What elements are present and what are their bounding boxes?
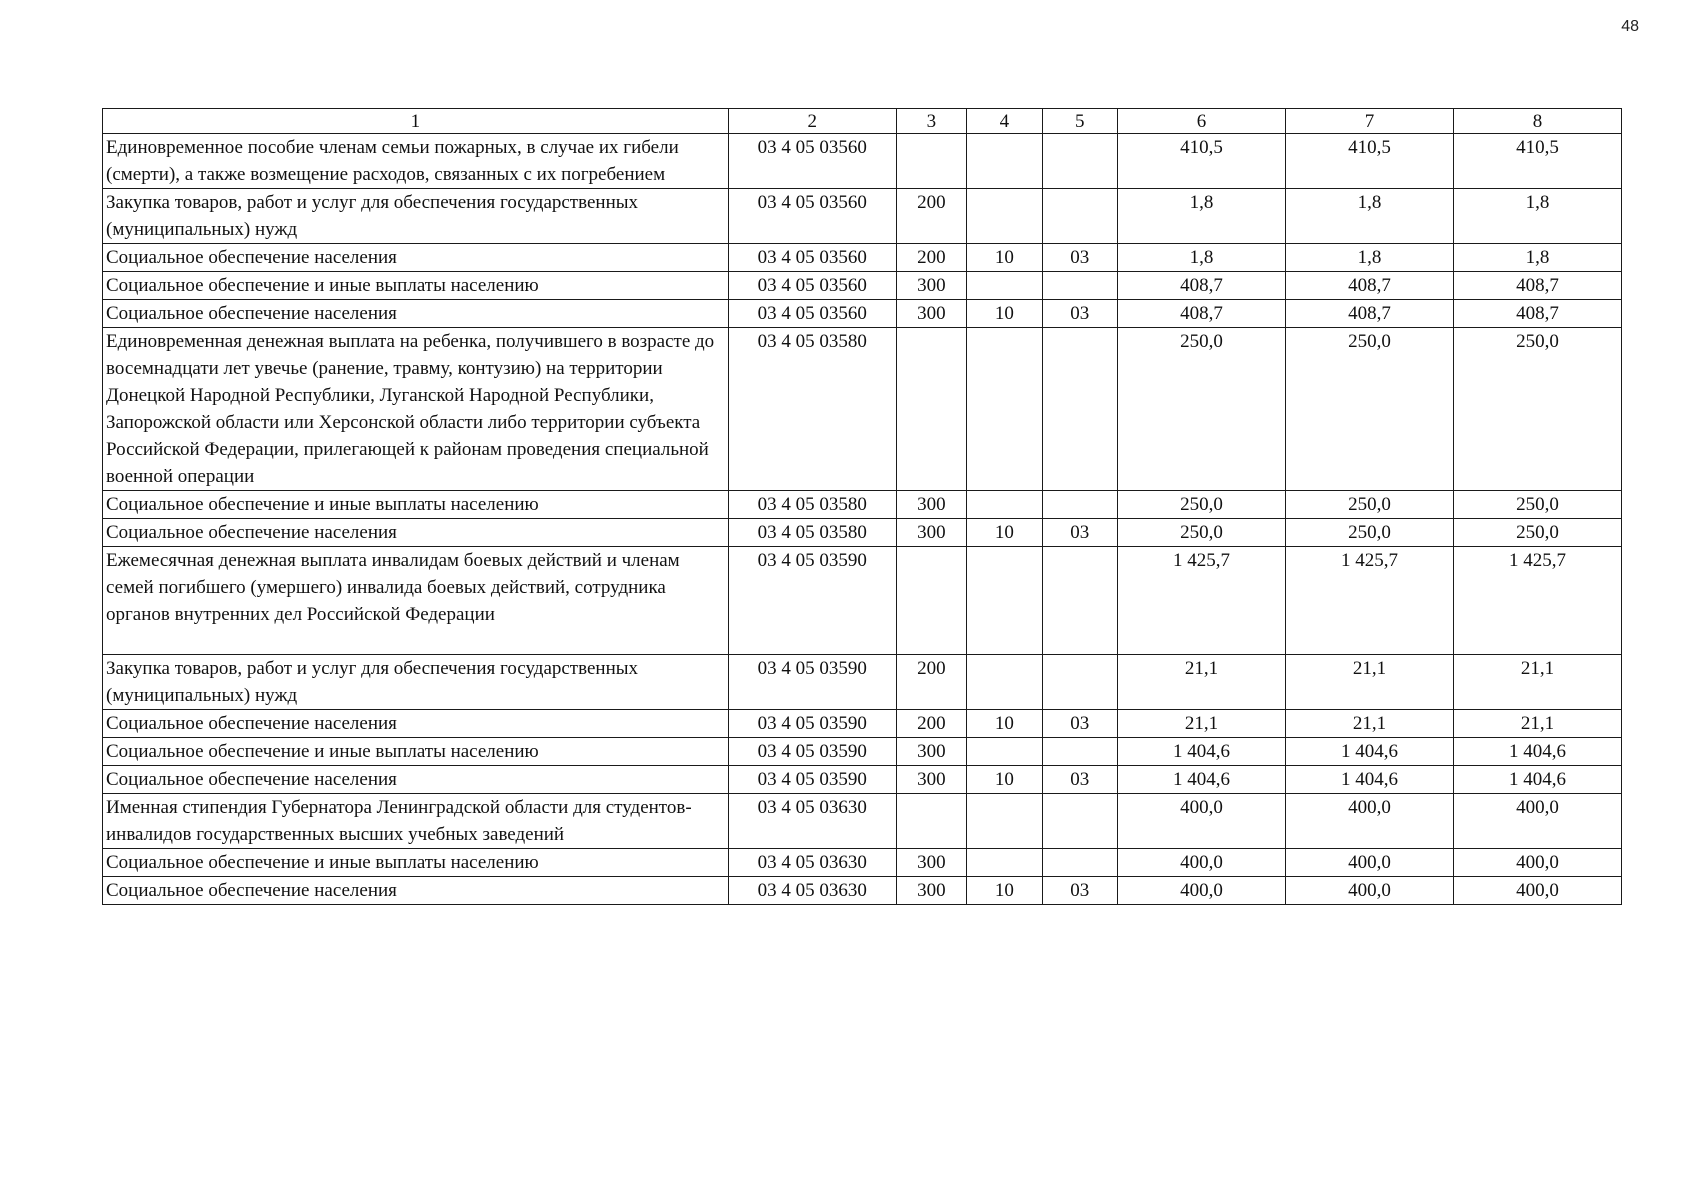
row-vr-cell: 300 <box>896 519 966 547</box>
table-row <box>103 189 1622 244</box>
table-row <box>103 794 1622 849</box>
row-sum-8-cell: 1,8 <box>1453 189 1621 244</box>
row-pr-cell: 03 <box>1042 710 1117 738</box>
table-row <box>103 491 1622 519</box>
row-sum-8-cell: 21,1 <box>1453 655 1621 710</box>
row-pr-cell <box>1042 547 1117 655</box>
row-vr-cell <box>896 328 966 491</box>
row-rz-cell <box>967 491 1042 519</box>
row-name-cell: Единовременное пособие членам семьи пожарных, в случае их гибели (смерти), а также возмещение расходов, связанных с их погребением <box>103 134 729 189</box>
row-rz-cell <box>967 189 1042 244</box>
row-rz-cell <box>967 328 1042 491</box>
row-sum-7-cell: 1,8 <box>1285 244 1453 272</box>
row-rz-cell: 10 <box>967 519 1042 547</box>
row-rz-cell <box>967 738 1042 766</box>
row-sum-6-cell: 21,1 <box>1117 710 1285 738</box>
row-rz-cell <box>967 849 1042 877</box>
column-header: 8 <box>1453 109 1621 134</box>
table-row <box>103 300 1622 328</box>
row-sum-7-cell: 21,1 <box>1285 710 1453 738</box>
row-name-cell: Социальное обеспечение населения <box>103 766 729 794</box>
row-vr-cell <box>896 794 966 849</box>
row-pr-cell: 03 <box>1042 244 1117 272</box>
row-code-cell: 03 4 05 03560 <box>728 272 896 300</box>
column-header: 7 <box>1285 109 1453 134</box>
row-vr-cell <box>896 547 966 655</box>
row-sum-8-cell: 250,0 <box>1453 491 1621 519</box>
budget-table <box>102 108 1622 905</box>
row-code-cell: 03 4 05 03590 <box>728 766 896 794</box>
row-name-cell: Социальное обеспечение и иные выплаты населению <box>103 738 729 766</box>
row-rz-cell <box>967 794 1042 849</box>
column-header: 4 <box>967 109 1042 134</box>
row-sum-7-cell: 400,0 <box>1285 877 1453 905</box>
row-sum-8-cell: 1 404,6 <box>1453 766 1621 794</box>
table-row <box>103 766 1622 794</box>
row-vr-cell: 300 <box>896 849 966 877</box>
row-pr-cell <box>1042 738 1117 766</box>
row-rz-cell <box>967 655 1042 710</box>
row-name-cell: Социальное обеспечение и иные выплаты населению <box>103 849 729 877</box>
row-sum-8-cell: 21,1 <box>1453 710 1621 738</box>
row-sum-7-cell: 400,0 <box>1285 794 1453 849</box>
row-code-cell: 03 4 05 03560 <box>728 134 896 189</box>
row-vr-cell: 300 <box>896 491 966 519</box>
column-header: 3 <box>896 109 966 134</box>
table-row <box>103 877 1622 905</box>
row-sum-6-cell: 1 425,7 <box>1117 547 1285 655</box>
row-name-cell: Социальное обеспечение населения <box>103 244 729 272</box>
column-header: 2 <box>728 109 896 134</box>
row-sum-8-cell: 1 425,7 <box>1453 547 1621 655</box>
row-sum-8-cell: 408,7 <box>1453 300 1621 328</box>
row-name-cell: Ежемесячная денежная выплата инвалидам боевых действий и членам семей погибшего (умершего) инвалида боевых действий, сотрудника органов внутренних дел Российской Федерации <box>103 547 729 655</box>
row-vr-cell: 200 <box>896 710 966 738</box>
row-sum-6-cell: 410,5 <box>1117 134 1285 189</box>
row-sum-6-cell: 250,0 <box>1117 328 1285 491</box>
row-code-cell: 03 4 05 03590 <box>728 547 896 655</box>
row-sum-7-cell: 1,8 <box>1285 189 1453 244</box>
row-sum-7-cell: 250,0 <box>1285 491 1453 519</box>
row-code-cell: 03 4 05 03590 <box>728 655 896 710</box>
row-name-cell: Социальное обеспечение и иные выплаты населению <box>103 491 729 519</box>
row-rz-cell <box>967 272 1042 300</box>
row-code-cell: 03 4 05 03560 <box>728 300 896 328</box>
row-sum-6-cell: 408,7 <box>1117 300 1285 328</box>
row-sum-6-cell: 400,0 <box>1117 849 1285 877</box>
row-sum-6-cell: 1,8 <box>1117 189 1285 244</box>
row-sum-7-cell: 410,5 <box>1285 134 1453 189</box>
row-pr-cell <box>1042 849 1117 877</box>
row-sum-8-cell: 410,5 <box>1453 134 1621 189</box>
table-header-row <box>103 109 1622 134</box>
row-pr-cell <box>1042 134 1117 189</box>
row-rz-cell: 10 <box>967 300 1042 328</box>
row-name-cell: Социальное обеспечение населения <box>103 710 729 738</box>
table-row <box>103 738 1622 766</box>
row-sum-8-cell: 1,8 <box>1453 244 1621 272</box>
row-code-cell: 03 4 05 03560 <box>728 189 896 244</box>
row-pr-cell <box>1042 491 1117 519</box>
row-sum-8-cell: 250,0 <box>1453 328 1621 491</box>
column-header: 5 <box>1042 109 1117 134</box>
row-name-cell: Социальное обеспечение населения <box>103 519 729 547</box>
row-vr-cell: 300 <box>896 300 966 328</box>
row-code-cell: 03 4 05 03580 <box>728 328 896 491</box>
row-sum-6-cell: 250,0 <box>1117 519 1285 547</box>
row-pr-cell <box>1042 272 1117 300</box>
row-sum-8-cell: 400,0 <box>1453 877 1621 905</box>
row-vr-cell: 300 <box>896 738 966 766</box>
row-pr-cell: 03 <box>1042 300 1117 328</box>
row-sum-7-cell: 1 425,7 <box>1285 547 1453 655</box>
row-vr-cell: 200 <box>896 244 966 272</box>
row-name-cell: Единовременная денежная выплата на ребенка, получившего в возрасте до восемнадцати лет увечье (ранение, травму, контузию) на территории Донецкой Народной Республики, Луганской Народной Республики, Запорожской области или Херсонской области либо территории субъекта Российской Федерации, прилегающей к районам проведения специальной военной операции <box>103 328 729 491</box>
row-rz-cell: 10 <box>967 877 1042 905</box>
row-pr-cell: 03 <box>1042 766 1117 794</box>
row-sum-7-cell: 21,1 <box>1285 655 1453 710</box>
row-sum-8-cell: 408,7 <box>1453 272 1621 300</box>
row-sum-6-cell: 1 404,6 <box>1117 738 1285 766</box>
row-rz-cell: 10 <box>967 710 1042 738</box>
row-code-cell: 03 4 05 03630 <box>728 877 896 905</box>
table-row <box>103 272 1622 300</box>
row-sum-8-cell: 400,0 <box>1453 849 1621 877</box>
row-sum-6-cell: 21,1 <box>1117 655 1285 710</box>
row-sum-7-cell: 408,7 <box>1285 272 1453 300</box>
row-name-cell: Социальное обеспечение населения <box>103 877 729 905</box>
row-sum-7-cell: 250,0 <box>1285 328 1453 491</box>
table-row <box>103 134 1622 189</box>
row-sum-6-cell: 408,7 <box>1117 272 1285 300</box>
row-name-cell: Именная стипендия Губернатора Ленинградской области для студентов-инвалидов государственных высших учебных заведений <box>103 794 729 849</box>
table-row <box>103 655 1622 710</box>
row-pr-cell <box>1042 328 1117 491</box>
row-sum-6-cell: 250,0 <box>1117 491 1285 519</box>
row-rz-cell: 10 <box>967 766 1042 794</box>
table-row <box>103 244 1622 272</box>
row-sum-8-cell: 400,0 <box>1453 794 1621 849</box>
column-header: 1 <box>103 109 729 134</box>
table-row <box>103 710 1622 738</box>
row-sum-8-cell: 250,0 <box>1453 519 1621 547</box>
row-sum-7-cell: 400,0 <box>1285 849 1453 877</box>
row-name-cell: Социальное обеспечение и иные выплаты населению <box>103 272 729 300</box>
table-row <box>103 849 1622 877</box>
row-rz-cell <box>967 547 1042 655</box>
row-pr-cell: 03 <box>1042 877 1117 905</box>
row-pr-cell <box>1042 655 1117 710</box>
row-rz-cell <box>967 134 1042 189</box>
row-name-cell: Закупка товаров, работ и услуг для обеспечения государственных (муниципальных) нужд <box>103 655 729 710</box>
row-sum-7-cell: 408,7 <box>1285 300 1453 328</box>
table-row <box>103 547 1622 655</box>
row-code-cell: 03 4 05 03560 <box>728 244 896 272</box>
row-code-cell: 03 4 05 03630 <box>728 849 896 877</box>
table-row <box>103 519 1622 547</box>
row-code-cell: 03 4 05 03580 <box>728 491 896 519</box>
row-name-cell: Закупка товаров, работ и услуг для обеспечения государственных (муниципальных) нужд <box>103 189 729 244</box>
row-vr-cell: 300 <box>896 877 966 905</box>
row-name-cell: Социальное обеспечение населения <box>103 300 729 328</box>
row-sum-6-cell: 1 404,6 <box>1117 766 1285 794</box>
row-vr-cell <box>896 134 966 189</box>
row-sum-7-cell: 1 404,6 <box>1285 738 1453 766</box>
row-sum-7-cell: 1 404,6 <box>1285 766 1453 794</box>
row-code-cell: 03 4 05 03580 <box>728 519 896 547</box>
row-code-cell: 03 4 05 03590 <box>728 738 896 766</box>
row-sum-8-cell: 1 404,6 <box>1453 738 1621 766</box>
column-header: 6 <box>1117 109 1285 134</box>
row-sum-6-cell: 1,8 <box>1117 244 1285 272</box>
row-vr-cell: 300 <box>896 272 966 300</box>
row-vr-cell: 200 <box>896 189 966 244</box>
row-pr-cell <box>1042 794 1117 849</box>
row-pr-cell <box>1042 189 1117 244</box>
row-vr-cell: 200 <box>896 655 966 710</box>
row-sum-6-cell: 400,0 <box>1117 794 1285 849</box>
row-vr-cell: 300 <box>896 766 966 794</box>
row-sum-6-cell: 400,0 <box>1117 877 1285 905</box>
row-rz-cell: 10 <box>967 244 1042 272</box>
table-row <box>103 328 1622 491</box>
row-code-cell: 03 4 05 03630 <box>728 794 896 849</box>
row-code-cell: 03 4 05 03590 <box>728 710 896 738</box>
row-sum-7-cell: 250,0 <box>1285 519 1453 547</box>
page-number: 48 <box>1621 18 1639 35</box>
row-pr-cell: 03 <box>1042 519 1117 547</box>
